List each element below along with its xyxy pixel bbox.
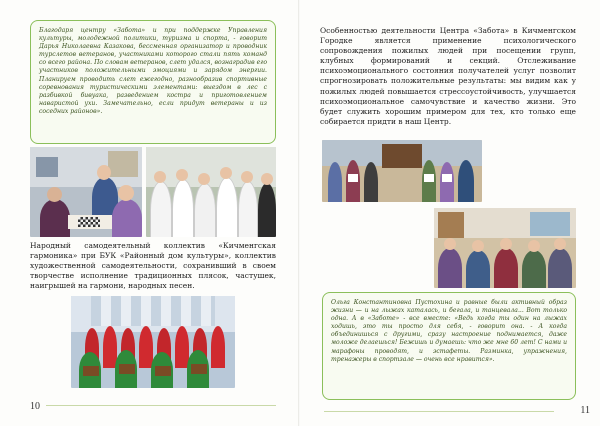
left-footer-line [46, 405, 276, 406]
folk-ensemble-photo [71, 296, 235, 388]
right-quote-text: Ольга Константиновна Пустохина и равные были активный образ жизни — и на лыжах каталась, и бегала, и танцевала... Вот только одна. А в «Заботе» - все вместе: «Ведь когда ты один на лыжах ходишь, это ты просто для себя, - говорит она. - А когда объединишься с другими, сразу настроение поднимается, даже моложе делаешься! Бежишь и думаешь: что же мне 60 лет! С нами и марафоны проводят, и эстафеты. Разминка, упражнения, тренажеры в спортзале — очень все нравится». [331, 299, 567, 363]
right-body-text: Особенностью деятельности Центра «Забота» в Кичменгском Городке является применение психологического сопровождения пожилых людей при посещении групп, клубных формирований и секций. Отслеживание психоэмоционального состояния получателей услуг позволит спрогнозировать положительные результаты: мы видим как у пожилых людей повышается стрессоустойчивость, улучшается психоэмоциональное самочувствие и качество жизни. Это будет служить хорошим примером для тех, кто только еще собирается придти в наш Центр. [320, 26, 576, 126]
signs-group-photo [322, 140, 482, 202]
right-page [300, 0, 600, 426]
right-page-number: 11 [580, 405, 590, 416]
right-footer-line [324, 411, 554, 412]
left-page-number: 10 [30, 401, 40, 412]
chess-photo [30, 147, 142, 237]
left-quote-text: Благодаря центру «Забота» и при поддержке Управления культуры, молодежной политики, туризма и спорта, - говорит Дарья Николаевна Казакова, бессменная организатор и проводник турслетов ветеранов, участниками которого стали пять команд со всего района. По словам ветеранов, слет удался, вознаградив его участников положительными эмоциями и зарядом энергии. Планируем проводить слет ежегодно, разнообразив спортивные соревнования туристическими элементами: выездом в лес с разбивкой бивуака, разведением костра и приготовлением наваристой ухи. Замечательно, если придут ветераны и из соседних районов». [39, 27, 267, 115]
left-quote-frame [30, 20, 276, 144]
team-photo [146, 147, 276, 237]
right-quote-frame [322, 292, 576, 400]
left-body-text: Народный самодеятельный коллектив «Кичменгская гармоника» при БУК «Районный дом культуры», коллектив художественной самодеятельности, сохранивший в своем творчестве исполнение традиционных плясок, частушек, наигрышей на гармони, народных песен. [30, 241, 276, 291]
seated-group-photo [434, 208, 576, 288]
